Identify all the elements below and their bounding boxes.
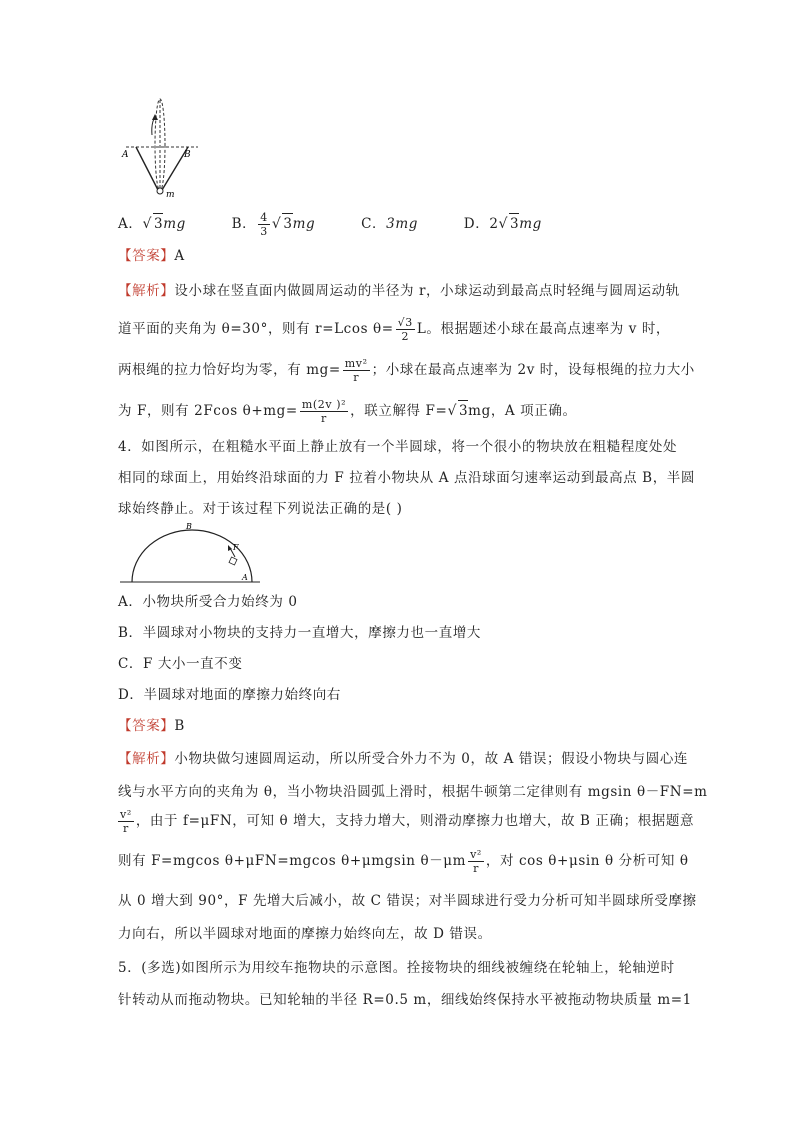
q4-option-b: B．半圆球对小物块的支持力一直增大，摩擦力也一直增大 (118, 625, 482, 641)
q4-analysis-line6: 力向右，所以半圆球对地面的摩擦力始终向左，故 D 错误。 (118, 926, 492, 942)
q4-option-c: C．F 大小一直不变 (118, 656, 243, 672)
q4-stem-line2: 相同的球面上，用始终沿球面的力 F 拉着小物块从 A 点沿球面匀速率运动到最高点 B，半圆 (118, 470, 695, 486)
q4-analysis-line3: $\frac{\text{v²}}{r}$ ，由于 f=μFN，可知 θ 增大，支持力增大，则滑动摩擦力也增大，故 B 正确；根据题意 (120, 808, 695, 835)
label-a: A (242, 573, 248, 582)
pendulum-figure (118, 95, 208, 205)
hemisphere-figure (118, 520, 263, 585)
q3-analysis-line2: 道平面的夹角为 θ=30°，则有 r=Lcos θ= $\frac{√3}{2}$ L。根据题述小球在最高点速率为 v 时， (118, 316, 671, 343)
label-f: F (233, 543, 239, 552)
label-b: B (184, 150, 191, 160)
q3-analysis-line4: 为 F，则有 2Fcos θ+mg= $\frac{\text{m(2v )²}}{r}$ ，联立解得 F=√ 3mg，A 项正确。 (118, 398, 577, 425)
q3-answer: 【答案】A (118, 248, 185, 264)
q4-stem-line3: 球始终静止。对于该过程下列说法正确的是( ) (118, 501, 403, 517)
q3-options (118, 211, 542, 238)
q5-stem-line2: 针转动从而拖动物块。已知轮轴的半径 R=0.5 m，细线始终保持水平被拖动物块质量 m=1 (118, 992, 692, 1008)
q4-analysis-line5: 从 0 增大到 90°，F 先增大后减小，故 C 错误；对半圆球进行受力分析可知半圆球所受摩擦 (118, 893, 697, 909)
label-b: B (186, 522, 192, 531)
q3-option-a: A．√ 3mg (118, 216, 186, 232)
q4-analysis-line4: 则有 F=mgcos θ+μFN=mgcos θ+μmgsin θ－μm $\frac{\text{v²}}{r}$ ，对 cos θ+μsin θ 分析可知 θ (118, 848, 689, 875)
q4-analysis-line2: 线与水平方向的夹角为 θ，当小物块沿圆弧上滑时，根据牛顿第二定律则有 mgsin θ－FN=m (118, 784, 708, 800)
label-a: A (122, 150, 129, 160)
q4-analysis-line1: 【解析】小物块做匀速圆周运动，所以所受合外力不为 0，故 A 错误；假设小物块与圆心连 (118, 751, 689, 767)
q4-option-a: A．小物块所受合力始终为 0 (118, 594, 298, 610)
q3-analysis-line3: 两根绳的拉力恰好均为零，有 mg= $\frac{\text{mv²}}{r}$ ；小球在最高点速率为 2v 时，设每根绳的拉力大小 (118, 357, 695, 384)
q3-option-c: C．3mg (361, 216, 418, 232)
q3-analysis-line1: 【解析】设小球在竖直面内做圆周运动的半径为 r，小球运动到最高点时轻绳与圆周运动轨 (118, 283, 680, 299)
q4-answer: 【答案】B (118, 718, 185, 734)
q5-stem-line1: 5．(多选)如图所示为用绞车拖物块的示意图。拴接物块的细线被缠绕在轮轴上，轮轴逆时 (118, 960, 675, 976)
q4-stem-line1: 4．如图所示，在粗糙水平面上静止放有一个半圆球，将一个很小的物块放在粗糙程度处处 (118, 439, 678, 455)
q4-option-d: D．半圆球对地面的摩擦力始终向右 (118, 687, 341, 703)
q3-option-d: D．2√ 3mg (464, 216, 542, 232)
q3-option-b: B． $\frac{4}{3}$ √ 3mg (231, 211, 316, 238)
label-m: m (166, 190, 175, 200)
